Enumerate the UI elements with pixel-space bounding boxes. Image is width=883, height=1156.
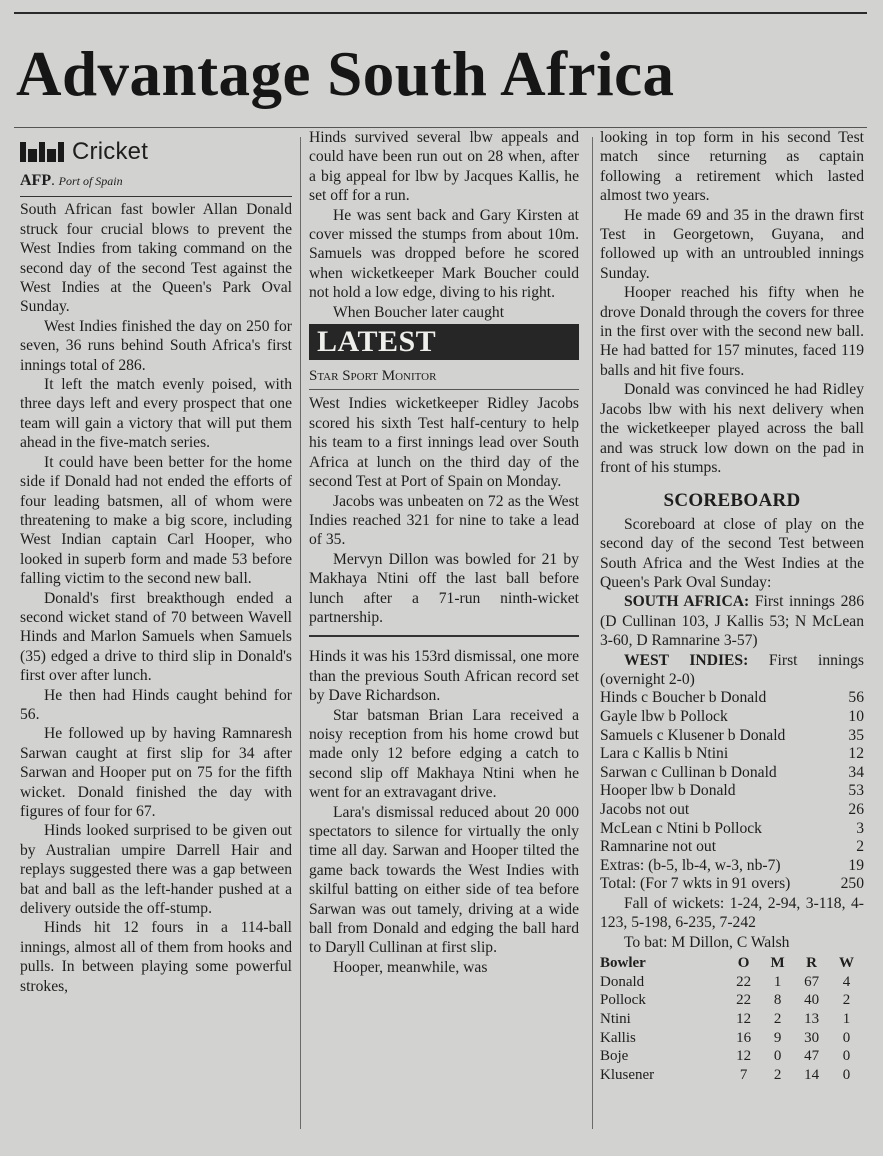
table-header-row xyxy=(600,954,864,973)
maidens: 1 xyxy=(773,973,782,990)
article-column-3 xyxy=(600,128,864,1084)
table-row xyxy=(600,782,864,801)
paragraph: Hooper reached his fifty when he drove Donald through the covers for three in the first over with the second new ball. He had batted for 157 minutes, faced 119 balls and hit five fours. xyxy=(600,284,864,379)
section-logo-icon xyxy=(20,142,64,162)
paragraph: Lara's dismissal reduced about 20 000 spectators to silence for virtually the only time all day. Sarwan and Hooper tilted the game back towards the West Indies with skilful batting on either side of tea before Sarwan was out tamely, driving at a wide ball from Donald and edging the ball hard to Daryll Cullinan at first slip. xyxy=(309,803,579,957)
paragraph: Donald's first breakthough ended a second wicket stand of 70 between Wavell Hinds and Marlon Samuels when Samuels (35) edged a drive to third slip in Donald's first over after lunch. xyxy=(20,589,292,685)
runs: 26 xyxy=(848,800,864,818)
headline: Advantage South Africa xyxy=(16,39,675,109)
maidens: 2 xyxy=(773,1066,782,1083)
paragraph: Donald was convinced he had Ridley Jacobs lbw with his next delivery when the wicketkeeper played across the ball and was struck low down on the pad in front of his stumps. xyxy=(600,381,864,476)
column-header: M xyxy=(770,955,785,972)
column-divider xyxy=(592,137,593,1129)
paragraph: Hinds hit 12 fours in a 114-ball innings, almost all of them from hooks and pulls. In between playing some powerful strokes, xyxy=(20,919,292,995)
section-kicker xyxy=(20,138,292,166)
runs: 19 xyxy=(848,856,864,874)
bowler: Donald xyxy=(600,973,645,990)
table-row xyxy=(600,745,864,764)
table-row xyxy=(600,875,864,894)
bowler: Pollock xyxy=(600,992,646,1009)
table-row xyxy=(600,973,864,992)
wi-innings-head: WEST INDIES: xyxy=(624,651,749,669)
to-bat: To bat: M Dillon, C Walsh xyxy=(624,933,790,951)
fall-of-wickets: Fall of wickets: 1-24, 2-94, 3-118, 4-123, 5-198, 6-235, 7-242 xyxy=(600,894,864,932)
batsman: Sarwan c Cullinan b Donald xyxy=(600,763,777,781)
byline-agency: AFP xyxy=(20,172,52,189)
bowling-card xyxy=(600,954,864,1084)
paragraph: It left the match evenly poised, with three days left and every prospect that one team will gain a victory that will put them ahead in the five-match series. xyxy=(20,376,292,452)
paragraph: He made 69 and 35 in the drawn first Test in Georgetown, Guyana, and followed up with an untroubled innings Sunday. xyxy=(600,206,864,282)
scoreboard-intro: Scoreboard at close of play on the second day of the second Test between South Africa and the West Indies at the Queen's Park Oval Sunday: xyxy=(600,515,864,591)
paragraph: looking in top form in his second Test match since returning as captain following a retirement which lasted almost two years. xyxy=(600,129,864,205)
overs: 7 xyxy=(739,1066,748,1083)
runs: 67 xyxy=(804,973,820,990)
sa-innings xyxy=(600,592,864,650)
batting-card xyxy=(600,689,864,894)
column-header: W xyxy=(839,955,855,972)
total: Total: (For 7 wkts in 91 overs) xyxy=(600,875,791,893)
sa-innings-text: First innings 286 (D Cullinan 103, J Kallis 53; N McLean 3-60, D Ramnarine 3-57) xyxy=(600,593,865,650)
maidens: 2 xyxy=(773,1010,782,1027)
overs: 12 xyxy=(736,1048,752,1065)
sa-innings-head: SOUTH AFRICA: xyxy=(624,593,750,611)
latest-separator xyxy=(309,635,579,637)
table-row xyxy=(600,1029,864,1048)
bowler: Ntini xyxy=(600,1010,631,1027)
maidens: 0 xyxy=(773,1048,782,1065)
runs: 34 xyxy=(848,763,864,781)
wi-innings-text: First innings (overnight 2-0) xyxy=(600,651,864,688)
table-row xyxy=(600,689,864,708)
table-row xyxy=(600,727,864,746)
paragraph: South African fast bowler Allan Donald struck four crucial blows to prevent the West Indies from taking command on the second day of the second Test against the West Indies at the Queen's Park Oval Sunday. xyxy=(20,201,292,316)
column-divider xyxy=(300,137,301,1129)
wickets: 1 xyxy=(842,1010,851,1027)
batsman: McLean c Ntini b Pollock xyxy=(600,819,762,837)
table-row xyxy=(600,991,864,1010)
wickets: 2 xyxy=(842,992,851,1009)
table-row xyxy=(600,820,864,839)
table-row xyxy=(600,764,864,783)
paragraph: Mervyn Dillon was bowled for 21 by Makhaya Ntini off the last ball before lunch after a 71-run ninth-wicket partnership. xyxy=(309,550,579,626)
overs: 22 xyxy=(736,992,752,1009)
runs: 35 xyxy=(848,726,864,744)
paragraph: Jacobs was unbeaten on 72 as the West Indies reached 321 for nine to take a lead of 35. xyxy=(309,492,579,549)
column-header: Bowler xyxy=(600,955,646,972)
wickets: 0 xyxy=(842,1066,851,1083)
overs: 12 xyxy=(736,1010,752,1027)
paragraph: West Indies wicketkeeper Ridley Jacobs scored his sixth Test half-century to help his team to a first innings lead over South Africa at lunch on the third day of the second Test at Port of Spain on Monday. xyxy=(309,395,579,491)
paragraph: When Boucher later caught xyxy=(333,303,505,321)
batsman: Ramnarine not out xyxy=(600,838,717,856)
paragraph: Hinds it was his 153rd dismissal, one more than the previous South African record set by Dave Richardson. xyxy=(309,648,579,705)
paragraph: It could have been better for the home side if Donald had not ended the efforts of four leading batsmen, all of whom were threatening to make a big score, including West Indian captain Carl Hooper, who looked in superb form and made 53 before falling victim to the second new ball. xyxy=(20,453,292,588)
batsman: Lara c Kallis b Ntini xyxy=(600,745,729,763)
runs: 14 xyxy=(804,1066,820,1083)
table-row xyxy=(600,708,864,727)
latest-source: Star Sport Monitor xyxy=(309,367,579,390)
extras: Extras: (b-5, lb-4, w-3, nb-7) xyxy=(600,856,781,874)
maidens: 9 xyxy=(773,1029,782,1046)
paragraph: Star batsman Brian Lara received a noisy reception from his home crowd but made only 12 before edging a catch to second slip off Makhaya Ntini when he went for an extravagant drive. xyxy=(309,706,579,802)
runs: 40 xyxy=(804,992,820,1009)
article-column-2 xyxy=(309,128,579,977)
section-label: Cricket xyxy=(72,138,149,166)
paragraph: He was sent back and Gary Kirsten at cover missed the stumps from about 10m. Samuels was dropped before he scored when wicketkeeper Mark Boucher could not hold a low edge, diving to his right. xyxy=(309,206,579,302)
scoreboard-title: SCOREBOARD xyxy=(663,490,801,512)
batsman: Jacobs not out xyxy=(600,800,690,818)
batsman: Samuels c Klusener b Donald xyxy=(600,726,786,744)
table-row xyxy=(600,1066,864,1085)
runs: 53 xyxy=(848,782,864,800)
overs: 16 xyxy=(736,1029,752,1046)
runs: 250 xyxy=(840,875,864,893)
table-row xyxy=(600,1047,864,1066)
byline-place: Port of Spain xyxy=(58,174,123,188)
runs: 56 xyxy=(848,689,864,707)
runs: 2 xyxy=(856,838,864,856)
bowler: Klusener xyxy=(600,1066,655,1083)
runs: 3 xyxy=(856,819,864,837)
batsman: Gayle lbw b Pollock xyxy=(600,707,728,725)
overs: 22 xyxy=(736,973,752,990)
runs: 12 xyxy=(848,745,864,763)
runs: 47 xyxy=(804,1048,820,1065)
wickets: 4 xyxy=(842,973,851,990)
table-row xyxy=(600,801,864,820)
wickets: 0 xyxy=(842,1048,851,1065)
wi-innings xyxy=(600,651,864,690)
table-row xyxy=(600,857,864,876)
maidens: 8 xyxy=(773,992,782,1009)
bowler: Kallis xyxy=(600,1029,636,1046)
article-column-1 xyxy=(20,138,292,996)
paragraph: He then had Hinds caught behind for 56. xyxy=(20,686,292,723)
paragraph: He followed up by having Ramnaresh Sarwan caught at first slip for 34 after Sarwan and Hooper put on 75 for the fifth wicket. Donald finished the day with figures of four for 67. xyxy=(20,725,292,820)
paragraph: Hooper, meanwhile, was xyxy=(333,958,488,976)
runs: 10 xyxy=(848,707,864,725)
top-rule xyxy=(14,12,867,14)
runs: 30 xyxy=(804,1029,820,1046)
table-row xyxy=(600,1010,864,1029)
wickets: 0 xyxy=(842,1029,851,1046)
paragraph: West Indies finished the day on 250 for seven, 36 runs behind South Africa's first innings total of 286. xyxy=(20,317,292,374)
table-row xyxy=(600,838,864,857)
paragraph: Hinds looked surprised to be given out by Australian umpire Darrell Hair and replays suggested there was a gap between bat and ball as the left-hander pushed at a delivery outside the off-stump. xyxy=(20,822,292,918)
paragraph: Hinds survived several lbw appeals and could have been run out on 28 when, after a big appeal for lbw by Jacques Kallis, he set off for a run. xyxy=(309,129,579,205)
column-header: R xyxy=(806,955,817,972)
batsman: Hinds c Boucher b Donald xyxy=(600,689,767,707)
byline: AFP. Port of Spain xyxy=(20,171,292,197)
column-header: O xyxy=(737,955,750,972)
bowler: Boje xyxy=(600,1048,629,1065)
runs: 13 xyxy=(804,1010,820,1027)
latest-banner: LATEST xyxy=(309,324,579,360)
batsman: Hooper lbw b Donald xyxy=(600,782,736,800)
